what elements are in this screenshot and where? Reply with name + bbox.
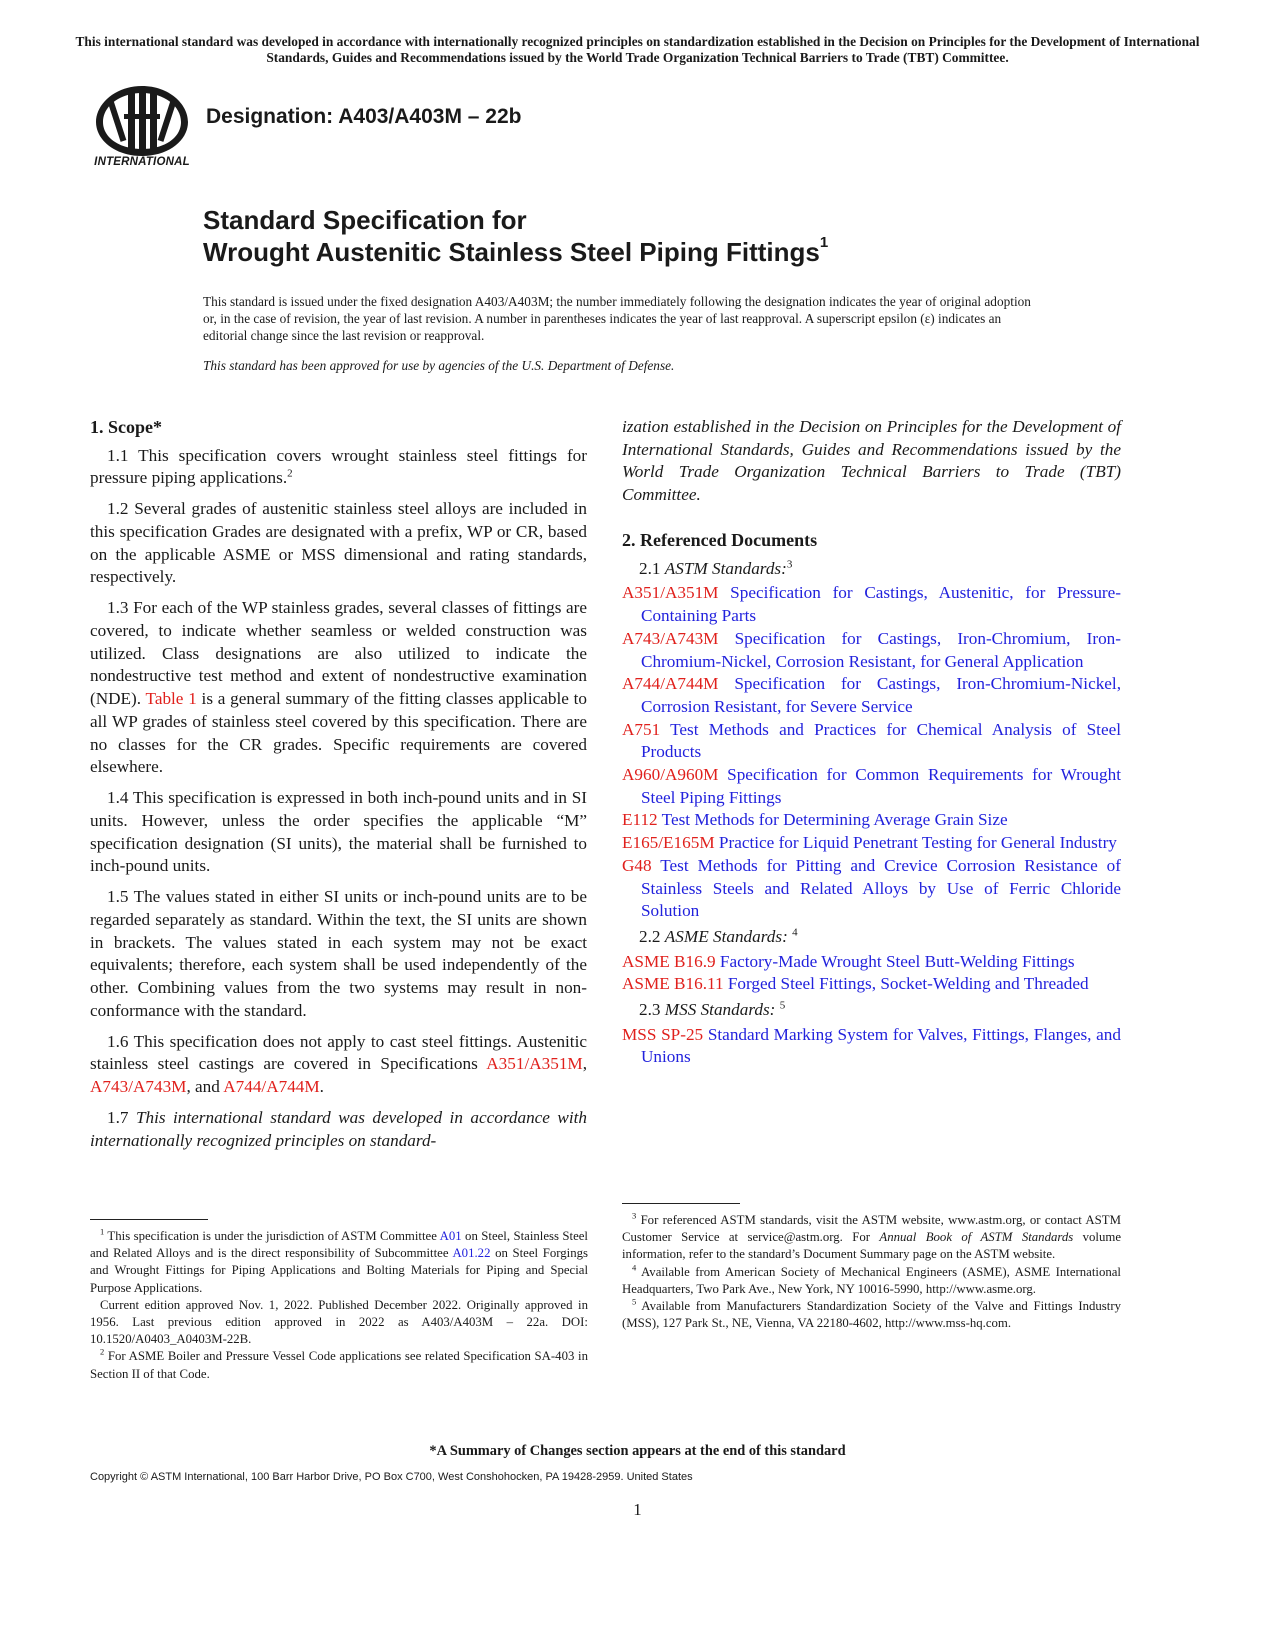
asme-standards-label: 2.2 ASME Standards: $^4$ [639, 926, 798, 946]
summary-of-changes-note: *A Summary of Changes section appears at the end of this standard [429, 1443, 846, 1459]
astm-logo-icon [90, 84, 194, 158]
astm-logo [90, 84, 194, 174]
paragraph-1-3: 1.3 For each of the WP stainless grades, several classes of fittings are covered, to indicate whether seamless or welded construction was utilized. Class designations are also utilized to indicate the nondestructive test method and extent of nondestructive examination (NDE). Table 1 is a general summary of the fitting classes applicable to all WP grades of stainless steel covered by this specification. There are no classes for the CR grades. Specific requirements are covered elsewhere. [90, 598, 587, 777]
designation: Designation: A403/A403M – 22b [206, 105, 522, 128]
footnote-3: $^3$ For referenced ASTM standards, visit the ASTM website, www.astm.org, or contact ASTM Customer Service at service@astm.org. For Annual Book of ASTM Standards volume information, refer to the standard’s Document Summary page on the ASTM website. [622, 1210, 1121, 1262]
reference-code-link[interactable]: A751 [622, 719, 661, 739]
reference-title-link[interactable]: Test Methods and Practices for Chemical Analysis of Steel Products [641, 719, 1121, 762]
footnote-1: $^1$ This specification is under the jurisdiction of ASTM Committee A01 on Steel, Stainless Steel and Related Alloys and is the direct responsibility of Subcommittee A01.22 on Steel Forgings and Wrought Fittings for Piping Applications and Bolting Materials for Piping and Special Purpose Applications. [90, 1226, 588, 1295]
reference-code-link[interactable]: ASME B16.9 [622, 951, 716, 971]
paragraph-1-7-continued: ization established in the Decision on Principles for the Development of International Standards, Guides and Recommendations issued by the World Trade Organization Technical Barriers to Trade (TBT) Committee. [622, 417, 1121, 505]
footnote-2: $^2$ For ASME Boiler and Pressure Vessel Code applications see related Specification SA-403 in Section II of that Code. [90, 1347, 588, 1381]
footnotes-right [622, 1212, 1121, 1332]
reference-title-link[interactable]: Test Methods for Determining Average Grain Size [657, 810, 1008, 830]
paragraph-1-6: 1.6 This specification does not apply to cast steel fittings. Austenitic stainless steel castings are covered in Specifications A351/A351M, A743/A743M, and A744/A744M. [90, 1031, 587, 1096]
reference-item [622, 809, 1121, 832]
footnote-rule-right [622, 1203, 740, 1204]
reference-item [622, 673, 1121, 718]
asme-reference-list [622, 951, 1121, 996]
reference-title-link[interactable]: Specification for Castings, Iron-Chromium-Nickel, Corrosion Resistant, for Severe Service [641, 674, 1121, 716]
title-line-1: Standard Specification for [203, 205, 527, 235]
issue-note: This standard is issued under the fixed designation A403/A403M; the number immediately following the designation indicates the year of original adoption or, in the case of revision, the year of last revision. A number in parentheses indicates the year of last reapproval. A superscript epsilon (ε) indicates an editorial change since the last revision or reapproval. [203, 294, 1031, 343]
paragraph-1-2: 1.2 Several grades of austenitic stainless steel alloys are included in this specification Grades are designated with a prefix, WP or CR, based on the applicable ASME or MSS dimensional and rating standards, respectively. [90, 499, 587, 587]
reference-code-link[interactable]: A351/A351M [622, 583, 719, 603]
paragraph-1-5: 1.5 The values stated in either SI units or inch-pound units are to be regarded separately as standard. Within the text, the SI units are shown in brackets. The values stated in each system may not be exact equivalents; therefore, each system shall be used independently of the other. Combining values from the two systems may result in non-conformance with the standard. [90, 887, 587, 1020]
reference-code-link[interactable]: G48 [622, 855, 652, 875]
reference-title-link[interactable]: Forged Steel Fittings, Socket-Welding and Threaded [723, 974, 1089, 994]
reference-item [622, 719, 1121, 764]
table-1-link[interactable]: Table 1 [145, 689, 197, 709]
copyright-line: Copyright © ASTM International, 100 Barr Harbor Drive, PO Box C700, West Conshohocken, PA 19428-2959. United States [90, 1471, 693, 1483]
top-notice: This international standard was developed in accordance with internationally recognized principles on standardization established in the Decision on Principles for the Development of International Standards, Guides and Recommendations issued by the World Trade Organization Technical Barriers to Trade (TBT) Committee. [75, 34, 1200, 65]
reference-code-link[interactable]: MSS SP-25 [622, 1024, 704, 1044]
reference-code-link[interactable]: A744/A744M [622, 674, 719, 694]
footnote-rule-left [90, 1219, 208, 1220]
link-a744[interactable]: A744/A744M [223, 1076, 320, 1096]
logo-international-text: INTERNATIONAL [94, 156, 190, 168]
page-number: 1 [633, 1500, 642, 1519]
reference-code-link[interactable]: A743/A743M [622, 628, 719, 648]
scope-heading: 1. Scope* [90, 417, 162, 437]
left-column [90, 416, 587, 1160]
right-column [622, 416, 1121, 1069]
reference-item [622, 628, 1121, 673]
reference-item [622, 1024, 1121, 1069]
footnotes-left [90, 1228, 588, 1383]
link-a351[interactable]: A351/A351M [486, 1054, 583, 1074]
reference-item [622, 951, 1121, 974]
reference-item [622, 832, 1121, 855]
reference-title-link[interactable]: Practice for Liquid Penetrant Testing for General Industry [714, 833, 1117, 853]
footnote-edition: Current edition approved Nov. 1, 2022. Published December 2022. Originally approved in 1956. Last previous edition approved in 2022 as A403/A403M – 22a. DOI: 10.1520/A0403_A0403M-22B. [90, 1297, 588, 1347]
reference-code-link[interactable]: A960/A960M [622, 765, 719, 785]
paragraph-1-4: 1.4 This specification is expressed in both inch-pound units and in SI units. However, unless the order specifies the applicable “M” specification designation (SI units), the material shall be furnished to inch-pound units. [90, 788, 587, 876]
paragraph-1-1: 1.1 This specification covers wrought stainless steel fittings for pressure piping applications.$^2$ [90, 445, 587, 488]
dod-note: This standard has been approved for use by agencies of the U.S. Department of Defense. [203, 358, 675, 373]
astm-reference-list [622, 582, 1121, 923]
reference-item [622, 855, 1121, 923]
reference-title-link[interactable]: Specification for Castings, Austenitic, for Pressure-Containing Parts [641, 583, 1121, 626]
footnote-4: $^4$ Available from American Society of Mechanical Engineers (ASME), ASME International Headquarters, Two Park Ave., New York, NY 10016-5990, http://www.asme.org. [622, 1262, 1121, 1296]
link-a01-22[interactable]: A01.22 [452, 1246, 491, 1261]
reference-item [622, 582, 1121, 627]
reference-title-link[interactable]: Test Methods for Pitting and Crevice Corrosion Resistance of Stainless Steels and Related Alloys by Use of Ferric Chloride Solution [641, 855, 1121, 921]
mss-standards-label: 2.3 MSS Standards: $^5$ [639, 999, 786, 1020]
referenced-documents-heading: 2. Referenced Documents [622, 530, 818, 550]
reference-title-link[interactable]: Specification for Castings, Iron-Chromium, Iron-Chromium-Nickel, Corrosion Resistant, for General Application [641, 628, 1121, 671]
reference-title-link[interactable]: Specification for Common Requirements for Wrought Steel Piping Fittings [641, 765, 1121, 807]
reference-item [622, 973, 1121, 996]
link-a743[interactable]: A743/A743M [90, 1076, 187, 1096]
footnote-5: $^5$ Available from Manufacturers Standardization Society of the Valve and Fittings Industry (MSS), 127 Park St., NE, Vienna, VA 22180-4602, http://www.mss-hq.com. [622, 1296, 1121, 1331]
reference-item [622, 764, 1121, 809]
title-footnote-mark: 1 [819, 234, 829, 252]
reference-title-link[interactable]: Factory-Made Wrought Steel Butt-Welding Fittings [715, 951, 1075, 971]
link-a01[interactable]: A01 [439, 1229, 462, 1243]
reference-code-link[interactable]: E112 [622, 810, 658, 830]
reference-code-link[interactable]: ASME B16.11 [622, 974, 724, 994]
astm-standards-label: 2.1 ASTM Standards:$^3$ [639, 557, 793, 578]
reference-code-link[interactable]: E165/E165M [622, 833, 715, 853]
reference-title-link[interactable]: Standard Marking System for Valves, Fittings, Flanges, and Unions [641, 1024, 1121, 1067]
document-title [203, 204, 828, 268]
paragraph-1-7: 1.7 This international standard was developed in accordance with internationally recognized principles on standard- [90, 1107, 587, 1150]
title-line-2: Wrought Austenitic Stainless Steel Piping Fittings [203, 237, 820, 267]
mss-reference-list [622, 1024, 1121, 1069]
